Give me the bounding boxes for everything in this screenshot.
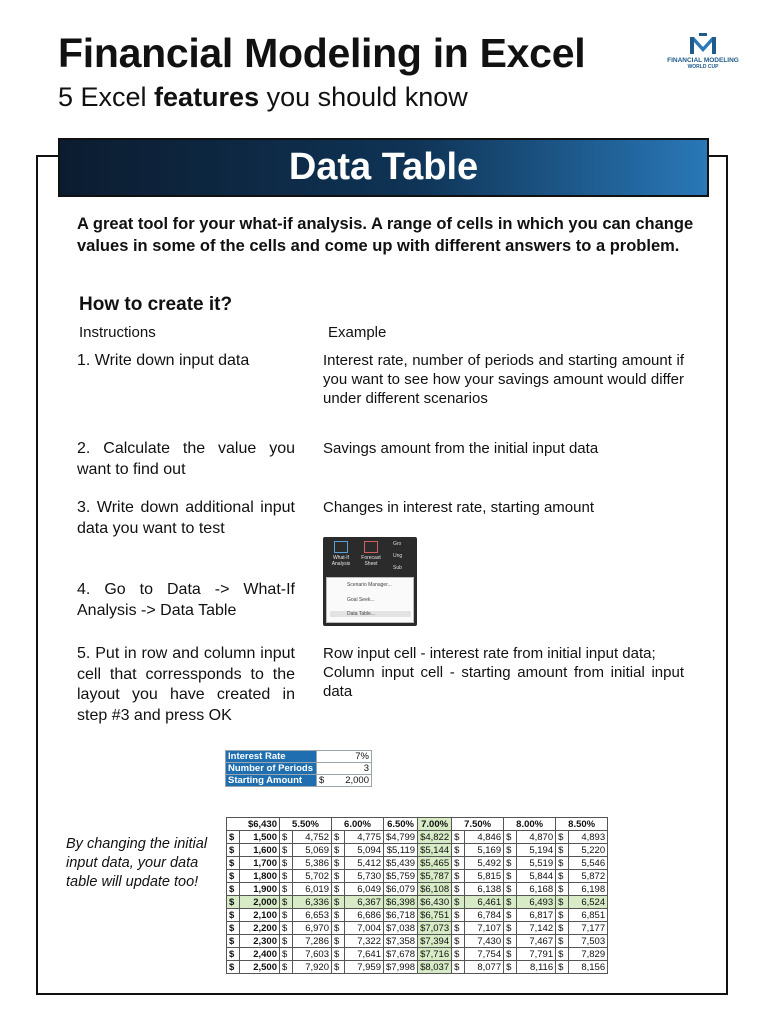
value-cell: 7,754 xyxy=(465,948,504,961)
value-cell: 4,752 xyxy=(293,831,332,844)
value-cell: 6,524 xyxy=(569,896,608,909)
value-cell: $7,038 xyxy=(384,922,418,935)
starting-amount-cell: 2,500 xyxy=(240,961,280,974)
value-cell: $6,108 xyxy=(418,883,452,896)
value-cell: 5,169 xyxy=(465,844,504,857)
value-cell: $5,439 xyxy=(384,857,418,870)
value-cell: 7,142 xyxy=(517,922,556,935)
currency-cell: $ xyxy=(504,844,517,857)
value-cell: 5,094 xyxy=(345,844,384,857)
step-1-example: Interest rate, number of periods and starting amount if you want to see how your savings amount would differ under different scenarios xyxy=(323,352,684,407)
table-row xyxy=(227,844,608,857)
value-cell: 7,641 xyxy=(345,948,384,961)
step-1-instruction: 1. Write down input data xyxy=(77,352,250,369)
value-cell: $6,430 xyxy=(418,896,452,909)
input-label: Starting Amount xyxy=(226,775,317,787)
value-cell: 7,959 xyxy=(345,961,384,974)
table-row xyxy=(226,775,372,787)
value-cell: $6,751 xyxy=(418,909,452,922)
table-row xyxy=(227,896,608,909)
table-header-row xyxy=(227,818,608,831)
currency-cell: $ xyxy=(227,948,240,961)
value-cell: 5,519 xyxy=(517,857,556,870)
value-cell: 6,367 xyxy=(345,896,384,909)
currency-cell: $ xyxy=(504,831,517,844)
subtotal-label: Sub xyxy=(393,565,402,571)
side-note: By changing the initial input data, your data table will update too! xyxy=(66,836,208,890)
currency-cell: $ xyxy=(227,961,240,974)
value-cell: 7,467 xyxy=(517,935,556,948)
currency-cell: $ xyxy=(280,935,293,948)
value-cell: 6,019 xyxy=(293,883,332,896)
currency-cell: $ xyxy=(280,909,293,922)
rate-header-cell: 5.50% xyxy=(280,818,332,831)
rate-header-cell: 7.00% xyxy=(418,818,452,831)
currency-cell: $ xyxy=(332,961,345,974)
section-banner xyxy=(58,138,709,197)
currency-cell: $ xyxy=(227,883,240,896)
value-cell: 7,107 xyxy=(465,922,504,935)
step-5-example-row: Row input cell - interest rate from initial input data; xyxy=(323,645,656,662)
value-cell: $6,079 xyxy=(384,883,418,896)
value-cell: 7,004 xyxy=(345,922,384,935)
value-cell: $4,799 xyxy=(384,831,418,844)
value-cell: $5,759 xyxy=(384,870,418,883)
currency-cell: $ xyxy=(452,870,465,883)
currency-cell: $ xyxy=(556,831,569,844)
currency-cell: $ xyxy=(332,922,345,935)
subtitle-bold: features xyxy=(154,82,260,112)
currency-cell: $ xyxy=(227,870,240,883)
table-row xyxy=(227,909,608,922)
table-row xyxy=(226,751,372,763)
value-cell: 7,177 xyxy=(569,922,608,935)
step-5-instruction: 5. Put in row and column input cell that corressponds to the layout you have created in step #3 and press OK xyxy=(77,645,295,724)
currency-cell: $ xyxy=(332,896,345,909)
starting-amount-cell: 1,700 xyxy=(240,857,280,870)
currency-cell: $ xyxy=(280,844,293,857)
table-row xyxy=(227,831,608,844)
value-cell: 4,893 xyxy=(569,831,608,844)
value-cell: $7,716 xyxy=(418,948,452,961)
value-cell: 6,686 xyxy=(345,909,384,922)
step-2-instruction: 2. Calculate the value you want to find out xyxy=(77,440,295,478)
value-cell: 6,493 xyxy=(517,896,556,909)
starting-amount-cell: 2,100 xyxy=(240,909,280,922)
currency-cell: $ xyxy=(280,857,293,870)
value-cell: 6,970 xyxy=(293,922,332,935)
step-4-instruction: 4. Go to Data -> What-If Analysis -> Data Table xyxy=(77,581,295,619)
table-row xyxy=(227,948,608,961)
currency-cell: $ xyxy=(332,857,345,870)
value-cell: $6,398 xyxy=(384,896,418,909)
currency-cell: $ xyxy=(227,857,240,870)
step-5-example xyxy=(323,644,684,701)
table-row xyxy=(227,935,608,948)
input-data-table xyxy=(225,750,372,787)
goal-seek-item: Goal Seek... xyxy=(347,597,375,603)
page-title: Financial Modeling in Excel xyxy=(58,30,586,76)
starting-amount-cell: 2,400 xyxy=(240,948,280,961)
currency-cell: $ xyxy=(280,896,293,909)
value-cell: 6,138 xyxy=(465,883,504,896)
value-cell: 6,817 xyxy=(517,909,556,922)
currency-cell: $ xyxy=(332,870,345,883)
value-cell: 7,791 xyxy=(517,948,556,961)
value-cell: 7,322 xyxy=(345,935,384,948)
value-cell: $7,358 xyxy=(384,935,418,948)
value-cell: 6,168 xyxy=(517,883,556,896)
currency-cell: $ xyxy=(280,948,293,961)
currency-cell: $ xyxy=(452,896,465,909)
currency-cell: $ xyxy=(452,948,465,961)
value-cell: 5,194 xyxy=(517,844,556,857)
currency-cell: $ xyxy=(504,935,517,948)
value-cell: 5,730 xyxy=(345,870,384,883)
what-if-analysis-button: What-If Analysis xyxy=(327,541,355,567)
what-if-menu-screenshot xyxy=(323,537,417,626)
currency-cell: $ xyxy=(227,935,240,948)
currency-cell: $ xyxy=(280,831,293,844)
value-cell: $7,394 xyxy=(418,935,452,948)
value-cell: 7,603 xyxy=(293,948,332,961)
input-label: Interest Rate xyxy=(226,751,317,763)
currency-cell: $ xyxy=(332,935,345,948)
rate-header-cell: 6.50% xyxy=(384,818,418,831)
instructions-column-header: Instructions xyxy=(79,324,156,341)
value-cell: 7,286 xyxy=(293,935,332,948)
how-to-heading: How to create it? xyxy=(79,294,233,315)
subtitle-post: you should know xyxy=(259,82,468,112)
table-icon xyxy=(334,541,348,553)
currency-cell: $ xyxy=(227,909,240,922)
value-cell: 6,049 xyxy=(345,883,384,896)
value-cell: $7,678 xyxy=(384,948,418,961)
currency-cell: $ xyxy=(227,922,240,935)
currency-cell: $ xyxy=(556,896,569,909)
rate-header-cell: 8.50% xyxy=(556,818,608,831)
value-cell: $6,718 xyxy=(384,909,418,922)
currency-cell: $ xyxy=(504,857,517,870)
currency-cell: $ xyxy=(556,870,569,883)
currency-cell: $ xyxy=(556,857,569,870)
value-cell: $5,465 xyxy=(418,857,452,870)
currency-cell: $ xyxy=(504,961,517,974)
value-cell: 5,872 xyxy=(569,870,608,883)
currency-cell: $ xyxy=(556,961,569,974)
value-cell: 5,546 xyxy=(569,857,608,870)
value-cell: 4,870 xyxy=(517,831,556,844)
value-cell: 5,386 xyxy=(293,857,332,870)
step-2-example: Savings amount from the initial input data xyxy=(323,440,599,457)
value-cell: 7,920 xyxy=(293,961,332,974)
currency-cell: $ xyxy=(452,961,465,974)
value-cell: $5,119 xyxy=(384,844,418,857)
value-cell: 6,653 xyxy=(293,909,332,922)
currency-cell: $ xyxy=(504,909,517,922)
value-cell: 5,815 xyxy=(465,870,504,883)
currency-cell: $ xyxy=(504,896,517,909)
currency-cell: $ xyxy=(452,909,465,922)
brand-logo xyxy=(664,33,742,70)
input-value: 2,000 xyxy=(329,775,372,787)
currency-cell: $ xyxy=(556,883,569,896)
value-cell: 5,069 xyxy=(293,844,332,857)
currency-cell: $ xyxy=(556,935,569,948)
table-row xyxy=(227,922,608,935)
rate-header-cell: 6.00% xyxy=(332,818,384,831)
starting-amount-cell: 1,800 xyxy=(240,870,280,883)
value-cell: 7,829 xyxy=(569,948,608,961)
value-cell: $8,037 xyxy=(418,961,452,974)
currency-cell: $ xyxy=(504,922,517,935)
value-cell: 5,844 xyxy=(517,870,556,883)
currency-cell: $ xyxy=(556,909,569,922)
value-cell: 7,503 xyxy=(569,935,608,948)
corner-result-cell: $6,430 xyxy=(227,818,280,831)
input-currency: $ xyxy=(317,775,330,787)
table-row xyxy=(227,961,608,974)
intro-text: A great tool for your what-if analysis. A range of cells in which you can change values in some of the cells and come up with different answers to a problem. xyxy=(77,215,694,255)
currency-cell: $ xyxy=(227,844,240,857)
step-3-instruction: 3. Write down additional input data you want to test xyxy=(77,499,295,537)
logo-text-1: FINANCIAL MODELING xyxy=(667,57,739,64)
input-label: Number of Periods xyxy=(226,763,317,775)
forecast-sheet-button: Forecast Sheet xyxy=(357,541,385,567)
value-cell: $7,073 xyxy=(418,922,452,935)
currency-cell: $ xyxy=(504,948,517,961)
value-cell: 5,702 xyxy=(293,870,332,883)
currency-cell: $ xyxy=(452,831,465,844)
currency-cell: $ xyxy=(227,831,240,844)
subtitle-pre: 5 Excel xyxy=(58,82,155,112)
value-cell: $5,144 xyxy=(418,844,452,857)
currency-cell: $ xyxy=(452,883,465,896)
value-cell: 5,492 xyxy=(465,857,504,870)
currency-cell: $ xyxy=(280,961,293,974)
currency-cell: $ xyxy=(452,857,465,870)
currency-cell: $ xyxy=(227,896,240,909)
value-cell: 8,156 xyxy=(569,961,608,974)
currency-cell: $ xyxy=(556,948,569,961)
step-5-example-column: Column input cell - starting amount from initial input data xyxy=(323,664,684,700)
currency-cell: $ xyxy=(452,844,465,857)
input-value: 3 xyxy=(317,763,372,775)
currency-cell: $ xyxy=(332,909,345,922)
currency-cell: $ xyxy=(332,831,345,844)
starting-amount-cell: 2,300 xyxy=(240,935,280,948)
value-cell: $5,787 xyxy=(418,870,452,883)
value-cell: 4,775 xyxy=(345,831,384,844)
logo-text-2: WORLD CUP xyxy=(687,64,719,70)
value-cell: $4,822 xyxy=(418,831,452,844)
rate-header-cell: 7.50% xyxy=(452,818,504,831)
chart-icon xyxy=(364,541,378,553)
table-row xyxy=(227,857,608,870)
currency-cell: $ xyxy=(332,844,345,857)
group-label: Gro xyxy=(393,541,402,547)
currency-cell: $ xyxy=(280,883,293,896)
currency-cell: $ xyxy=(452,935,465,948)
table-row xyxy=(227,883,608,896)
currency-cell: $ xyxy=(280,870,293,883)
currency-cell: $ xyxy=(332,948,345,961)
rate-header-cell: 8.00% xyxy=(504,818,556,831)
table-row xyxy=(227,870,608,883)
currency-cell: $ xyxy=(332,883,345,896)
starting-amount-cell: 2,000 xyxy=(240,896,280,909)
example-column-header: Example xyxy=(328,324,387,341)
section-title: Data Table xyxy=(288,146,479,188)
value-cell: 6,784 xyxy=(465,909,504,922)
table-row xyxy=(226,763,372,775)
value-cell: 7,430 xyxy=(465,935,504,948)
value-cell: 6,851 xyxy=(569,909,608,922)
currency-cell: $ xyxy=(504,883,517,896)
value-cell: 6,198 xyxy=(569,883,608,896)
currency-cell: $ xyxy=(504,870,517,883)
sensitivity-data-table xyxy=(226,817,608,974)
currency-cell: $ xyxy=(556,844,569,857)
currency-cell: $ xyxy=(556,922,569,935)
data-table-item: Data Table... xyxy=(330,611,411,617)
currency-cell: $ xyxy=(280,922,293,935)
starting-amount-cell: 1,900 xyxy=(240,883,280,896)
value-cell: 4,846 xyxy=(465,831,504,844)
currency-cell: $ xyxy=(452,922,465,935)
ungroup-label: Ung xyxy=(393,553,403,559)
step-3-example: Changes in interest rate, starting amount xyxy=(323,499,594,516)
value-cell: 6,461 xyxy=(465,896,504,909)
logo-icon xyxy=(689,33,717,55)
value-cell: 8,077 xyxy=(465,961,504,974)
starting-amount-cell: 2,200 xyxy=(240,922,280,935)
page-subtitle xyxy=(58,82,468,113)
value-cell: 8,116 xyxy=(517,961,556,974)
what-if-dropdown xyxy=(326,577,414,623)
value-cell: 5,412 xyxy=(345,857,384,870)
value-cell: $7,998 xyxy=(384,961,418,974)
starting-amount-cell: 1,600 xyxy=(240,844,280,857)
starting-amount-cell: 1,500 xyxy=(240,831,280,844)
input-value: 7% xyxy=(317,751,372,763)
value-cell: 6,336 xyxy=(293,896,332,909)
value-cell: 5,220 xyxy=(569,844,608,857)
scenario-manager-item: Scenario Manager... xyxy=(347,582,392,588)
